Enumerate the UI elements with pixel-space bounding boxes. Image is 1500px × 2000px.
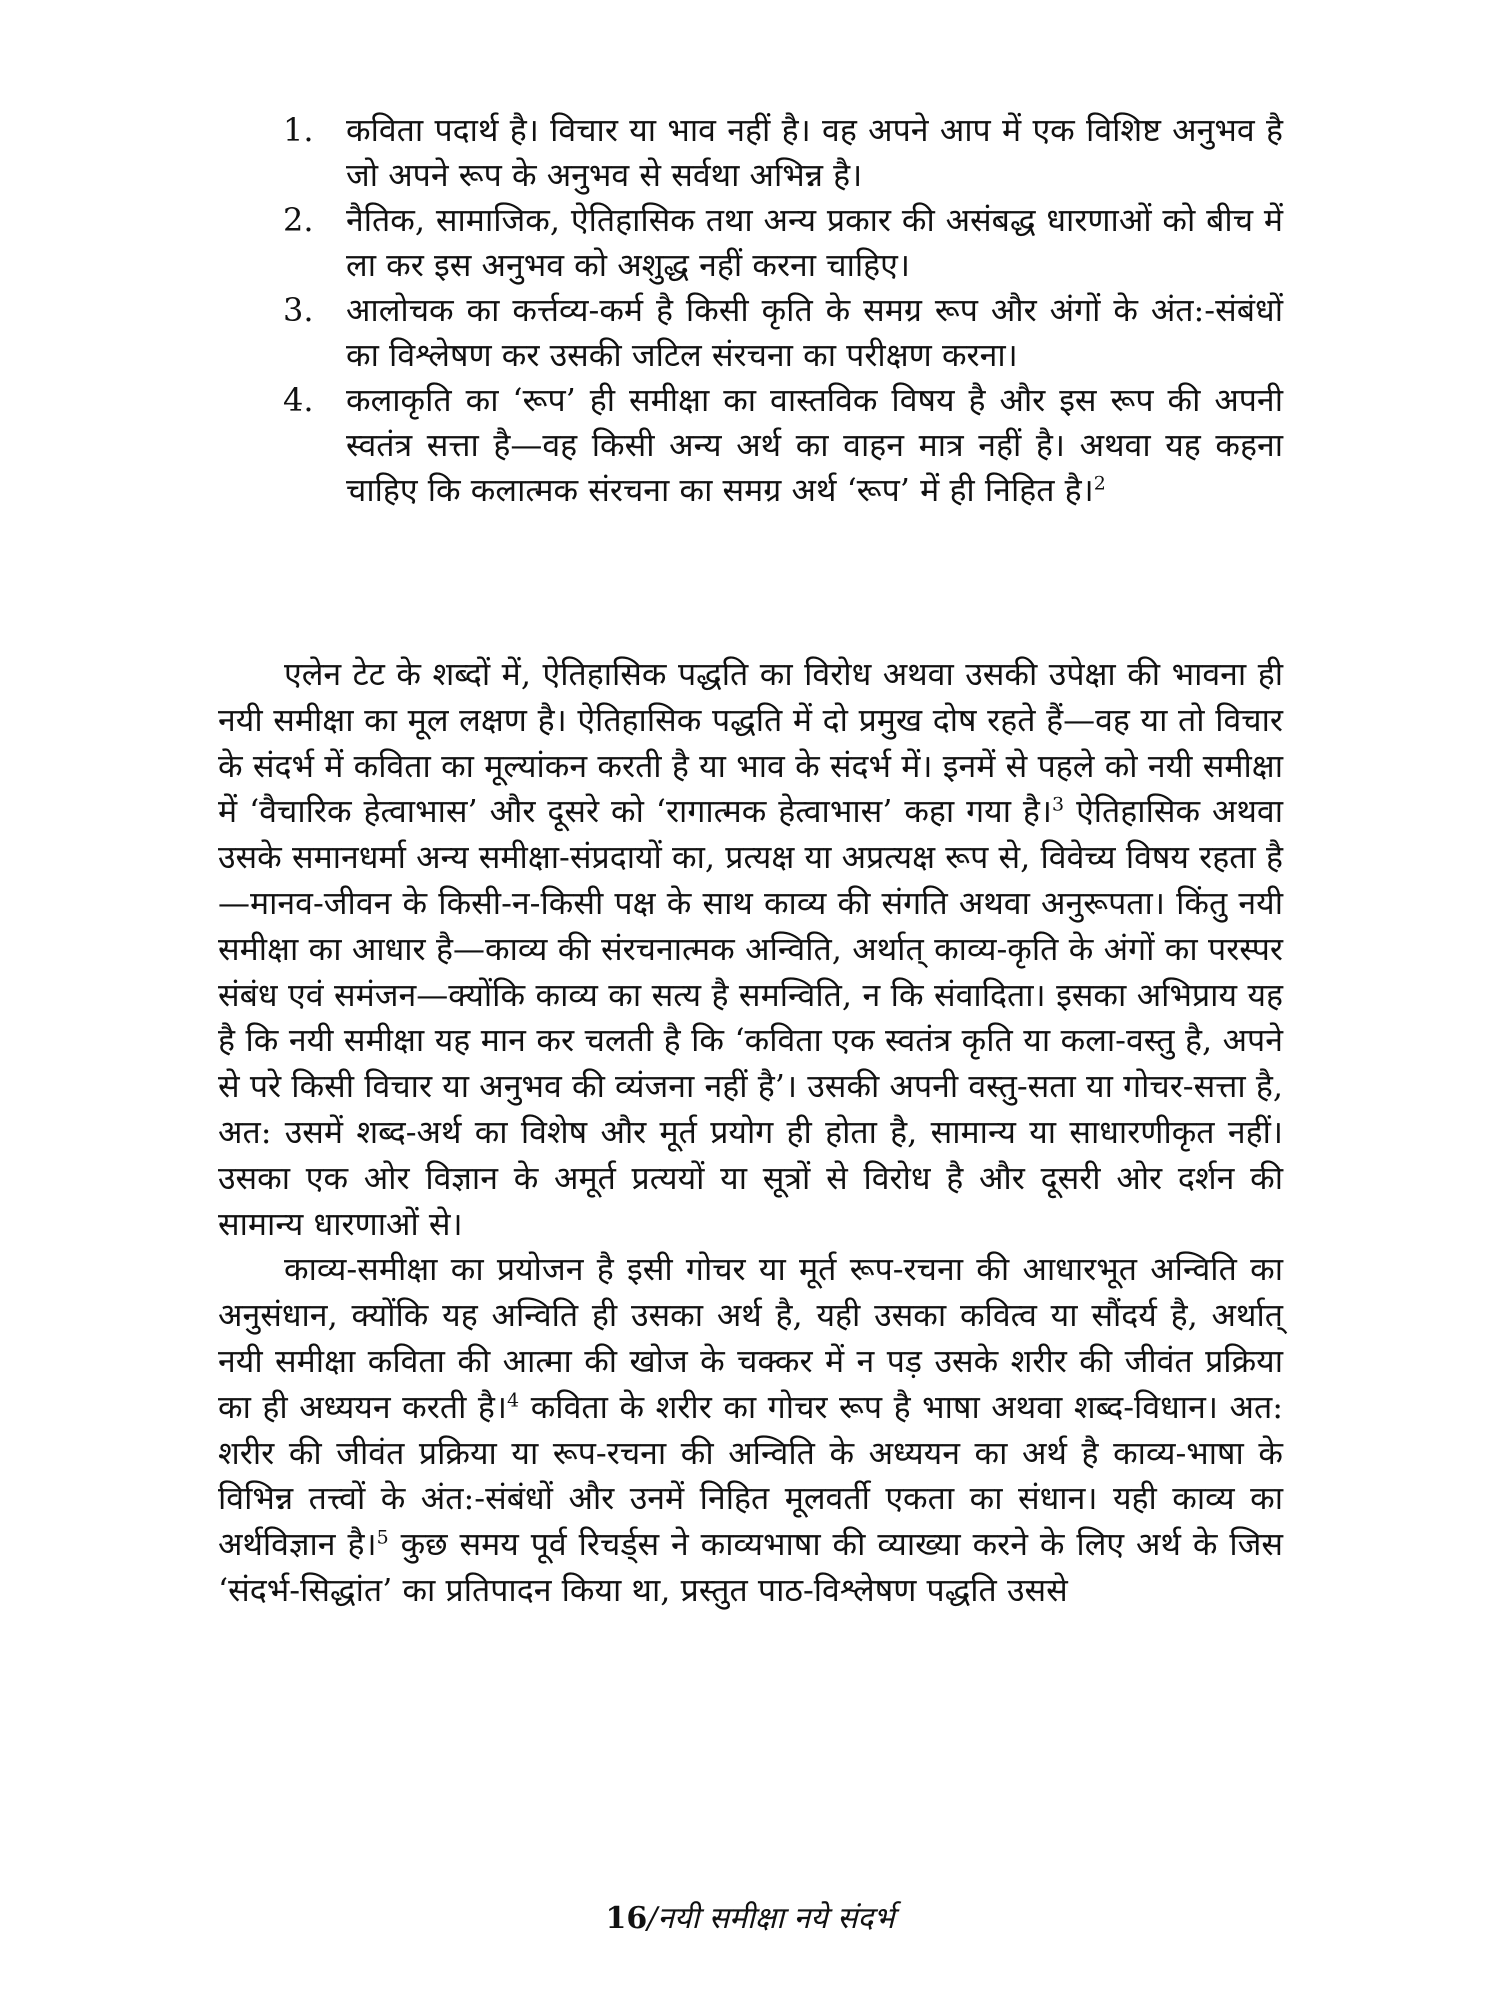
list-item: [283, 378, 1283, 513]
list-item-number: 4.: [283, 381, 314, 419]
footnote-ref: 2: [1093, 472, 1106, 495]
footnote-ref: 5: [376, 1526, 389, 1549]
footnote-ref: 4: [507, 1389, 520, 1412]
list-item-number: 1.: [283, 111, 314, 149]
page-footer: [0, 1896, 1500, 1937]
paragraph-text: काव्य-समीक्षा का प्रयोजन है इसी गोचर या मूर्त रूप-रचना की आधारभूत अन्विति का अनुसंधान, क्योंकि यह अन्विति ही उसका अर्थ है, यही उसका कवित्व या सौंदर्य है, अर्थात् नयी समीक्षा कविता की आत्मा की खोज के चक्कर में न पड़ उसके शरीर की जीवंत प्रक्रिया का ही अध्ययन करती है।: [218, 1250, 1283, 1426]
list-item-number: 3.: [283, 291, 314, 329]
list-item-text: कलाकृति का ‘रूप’ ही समीक्षा का वास्तविक विषय है और इस रूप की अपनी स्वतंत्र सत्ता है—वह किसी अन्य अर्थ का वाहन मात्र नहीं है। अथवा यह कहना चाहिए कि कलात्मक संरचना का समग्र अर्थ ‘रूप’ में ही निहित है।: [346, 381, 1283, 509]
list-item-number: 2.: [283, 201, 314, 239]
list-item-text: कविता पदार्थ है। विचार या भाव नहीं है। वह अपने आप में एक विशिष्ट अनुभव है जो अपने रूप के अनुभव से सर्वथा अभिन्न है।: [346, 111, 1283, 194]
body-text: [218, 652, 1283, 1614]
list-item-text: आलोचक का कर्त्तव्य-कर्म है किसी कृति के समग्र रूप और अंगों के अंत:-संबंधों का विश्लेषण कर उसकी जटिल संरचना का परीक्षण करना।: [346, 291, 1283, 374]
paragraph-text: एलेन टेट के शब्दों में, ऐतिहासिक पद्धति का विरोध अथवा उसकी उपेक्षा की भावना ही नयी समीक्षा का मूल लक्षण है। ऐतिहासिक पद्धति में दो प्रमुख दोष रहते हैं—वह या तो विचार के संदर्भ में कविता का मूल्यांकन करती है या भाव के संदर्भ में। इनमें से पहले को नयी समीक्षा में ‘वैचारिक हेत्वाभास’ और दूसरे को ‘रागात्मक हेत्वाभास’ कहा गया है।: [218, 655, 1283, 831]
book-title: नयी समीक्षा नये संदर्भ: [657, 1901, 895, 1936]
list-item: [283, 108, 1283, 198]
paragraph-text: ऐतिहासिक अथवा उसके समानधर्मा अन्य समीक्षा-संप्रदायों का, प्रत्यक्ष या अप्रत्यक्ष रूप से, विवेच्य विषय रहता है—मानव-जीवन के किसी-न-किसी पक्ष के साथ काव्य की संगति अथवा अनुरूपता। किंतु नयी समीक्षा का आधार है—काव्य की संरचनात्मक अन्विति, अर्थात् काव्य-कृति के अंगों का परस्पर संबंध एवं समंजन—क्योंकि काव्य का सत्य है समन्विति, न कि संवादिता। इसका अभिप्राय यह है कि नयी समीक्षा यह मान कर चलती है कि ‘कविता एक स्वतंत्र कृति या कला-वस्तु है, अपने से परे किसी विचार या अनुभव की व्यंजना नहीं है’। उसकी अपनी वस्तु-सता या गोचर-सत्ता है, अत: उसमें शब्द-अर्थ का विशेष और मूर्त प्रयोग ही होता है, सामान्य या साधारणीकृत नहीं। उसका एक ओर विज्ञान के अमूर्त प्रत्ययों या सूत्रों से विरोध है और दूसरी ओर दर्शन की सामान्य धारणाओं से।: [218, 792, 1283, 1243]
paragraph: [218, 1247, 1283, 1613]
numbered-principles-list: [283, 108, 1283, 513]
list-item: [283, 198, 1283, 288]
page-number: 16: [605, 1901, 648, 1936]
list-item: [283, 288, 1283, 378]
footnote-ref: 3: [1052, 793, 1065, 816]
paragraph-text: कविता के शरीर का गोचर रूप है भाषा अथवा शब्द-विधान। अत: शरीर की जीवंत प्रक्रिया या रूप-रचना की अन्विति के अध्ययन का अर्थ है काव्य-भाषा के विभिन्न तत्त्वों के अंत:-संबंधों और उनमें निहित मूलवर्ती एकता का संधान। यही काव्य का अर्थविज्ञान है।: [218, 1387, 1284, 1564]
paragraph-text: कुछ समय पूर्व रिचर्ड्स ने काव्यभाषा की व्याख्या करने के लिए अर्थ के जिस ‘संदर्भ-सिद्धांत’ का प्रतिपादन किया था, प्रस्तुत पाठ-विश्लेषण पद्धति उससे: [218, 1525, 1283, 1609]
paragraph: [218, 652, 1283, 1247]
footer-separator: /: [647, 1901, 658, 1936]
list-item-text: नैतिक, सामाजिक, ऐतिहासिक तथा अन्य प्रकार की असंबद्ध धारणाओं को बीच में ला कर इस अनुभव को अशुद्ध नहीं करना चाहिए।: [346, 201, 1283, 284]
